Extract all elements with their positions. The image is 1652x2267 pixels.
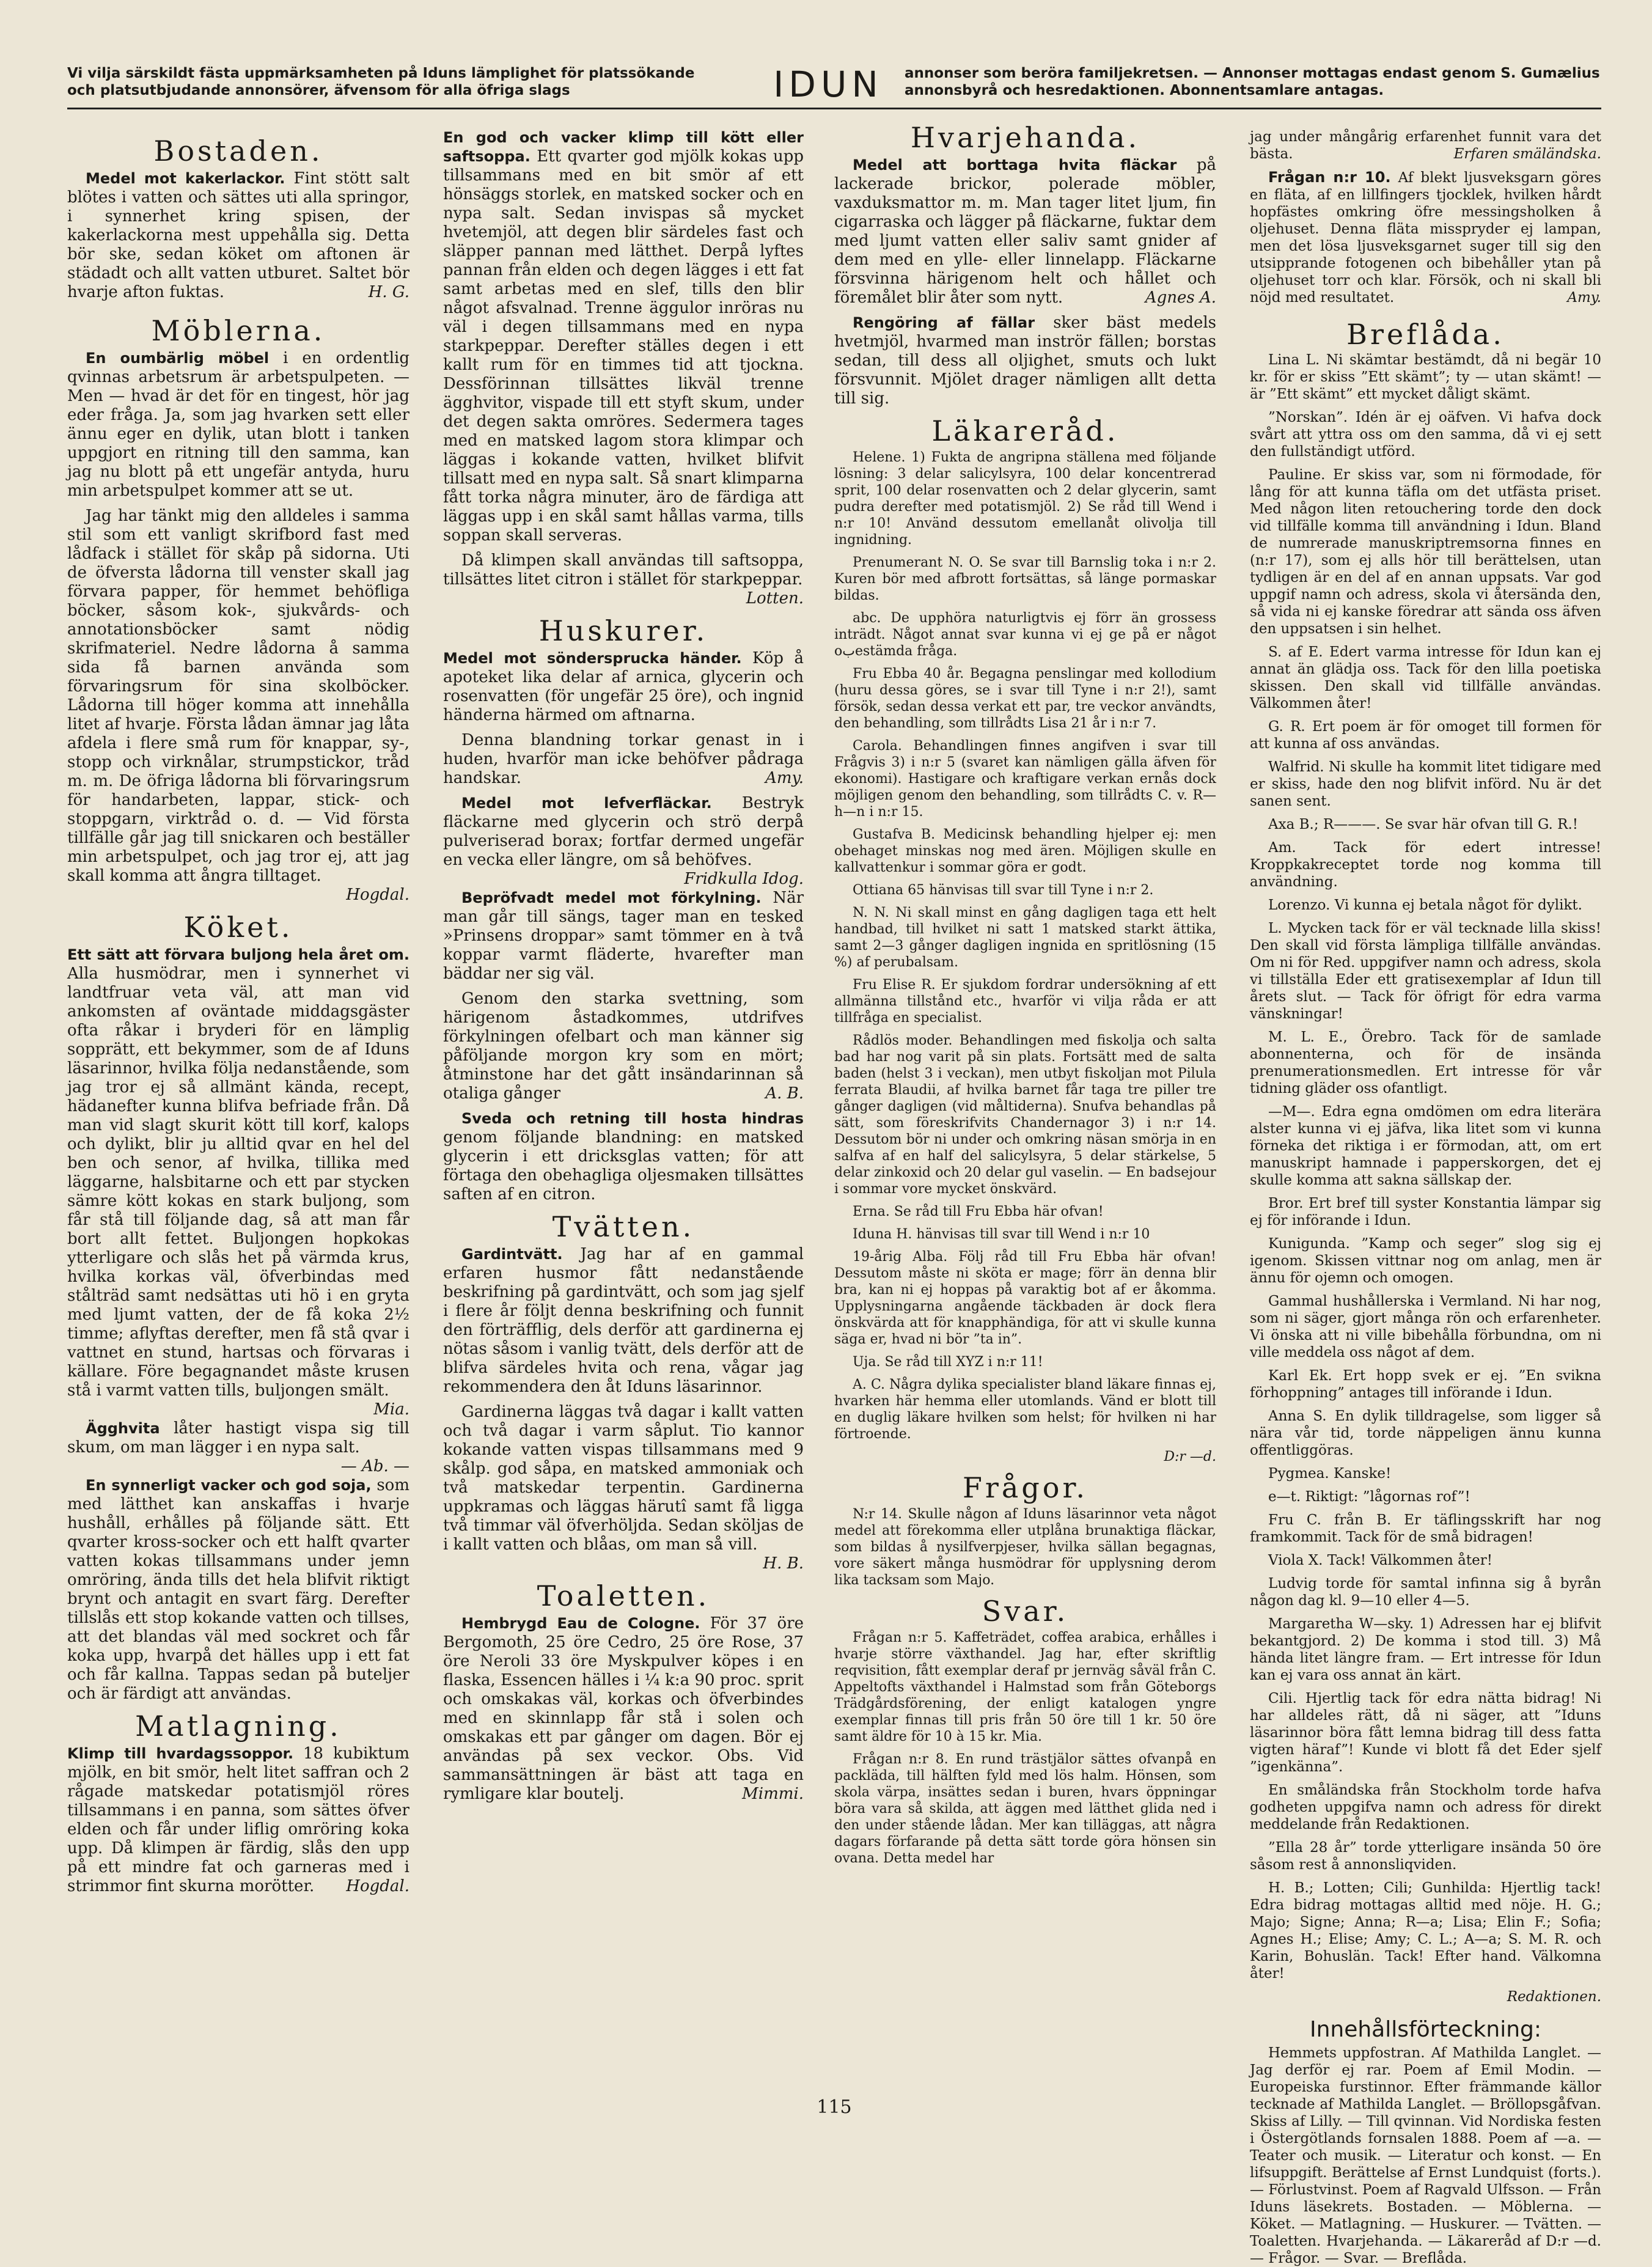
article-lead: Klimp till hvardagssoppor.: [67, 1745, 294, 1762]
article-text: jag under mångårig erfarenhet funnit vara det bästa.: [1250, 129, 1601, 162]
article-signature: A. B.: [765, 1084, 804, 1103]
masthead-left-notice: Vi vilja särskildt fästa uppmärksamheten på Iduns lämplighet för platssökande och platsutbjudande annonsörer, äfvensom för alla öfriga slags: [67, 65, 695, 98]
article-signature: Redaktionen.: [1507, 1989, 1601, 2005]
list-item: Ottiana 65 hänvisas till svar till Tyne i n:r 2.: [853, 883, 1154, 898]
article-signature: D:r —d.: [1164, 1449, 1216, 1464]
list-item: En småländska från Stockholm torde hafva godheten uppgifva namn och adress för direkt meddelande från Redaktionen.: [1250, 1782, 1601, 1832]
article-lead: En oumbärlig möbel: [86, 350, 270, 367]
list-item: Frågan n:r 5. Kaffeträdet, coffea arabica, erhålles i hvarje större växthandel. Jag har, efter skriftlig reqvisition, fått exemplar deraf pr jernväg såväl från C. Appeltofts växthandel i Halmstad som från Göteborgs Trädgårdsförening, der enligt katalogen yngre exemplar finnas till pris från 50 öre till 1 kr. 50 öre samt äldre för 10 à 15 kr. Mia.: [834, 1630, 1216, 1744]
svar-list: [834, 1630, 1216, 1867]
list-item: Fru Ebba 40 år. Begagna penslingar med kollodium (huru dessa göres, se i svar till Tyne i n:r 2!), samt försök, sedan dessa verkat ett par, tre veckor användts, den behandling, som tillrådts Lisa 21 år i n:r 7.: [834, 666, 1216, 731]
article-lead: Bepröfvadt medel mot förkylning.: [461, 889, 762, 906]
list-item: L. Mycken tack för er väl tecknade lilla skiss! Den skall vid första lämpliga tillfälle användas. Om ni för Red. uppgifver namn och adress, skola vi tillställa Eder ett gratisexemplar af Idun till årets slut. — Tack för öfrigt för edra varma vänskningar!: [1250, 920, 1601, 1022]
list-item: Ludvig torde för samtal infinna sig å byrån någon dag kl. 9—10 eller 4—5.: [1250, 1576, 1601, 1609]
list-item: Kunigunda. ”Kamp och seger” slog sig ej igenom. Skissen vittnar nog om anlag, men är ännu för ojemn och omogen.: [1250, 1236, 1601, 1286]
article-signature: H. B.: [763, 1554, 804, 1573]
article-text: Gardinerna läggas två dagar i kallt vatten och två dagar i varm såplut. Tio kannor kokande vatten vispas tillsammans med 9 skålp. god såpa, en matsked ammoniak och två matskedar terpentin. Gardinerna uppkramas och läggas härutî samt få ligga två timmar väl öfverhöljda. Sedan sköljas de i kallt vatten och blåas, om man så vill.: [443, 1403, 804, 1554]
page-number: 115: [817, 2096, 852, 2118]
article-signature: Hogdal.: [346, 886, 409, 904]
page-body: [67, 61, 1601, 2266]
article-text: i en ordentlig qvinnas arbetsrum är arbetspulpeten. — Men — hvad är det för en tingest, hör jag eder fråga. Ja, som jag hvarken sett eller ännu eger en dylik, utan blott i tanken uppgjort en ritning till den samma, kan jag nu blott på ett ungefär antyda, huru min arbetspulpet kommer att se ut.: [67, 349, 410, 500]
article-lead: Medel mot lefverfläckar.: [461, 795, 712, 812]
article-text: sker bäst medels hvetmjöl, hvarmed man inströr fällen; borstas sedan, till dess all oljighet, smuts och lukt försvunnit. Mjölet drager nämligen allt detta till sig.: [834, 314, 1217, 408]
article-text: genom följande blandning: en matsked glycerin i ett dricksglas vatten; för att förtaga den obehagliga oljesmaken tillsättes saften af en citron.: [443, 1128, 804, 1203]
section-title-lakarerad: Läkareråd.: [931, 414, 1119, 447]
list-item: Carola. Behandlingen finnes angifven i svar till Frågvis 3) i n:r 5 (svaret kan nämligen gälla äfven för ekonomi). Hastigare och kraftigare verkan ernås dock möjligen genom den behandling, som tillrådts C. v. R—h—n i n:r 15.: [834, 738, 1216, 820]
list-item: G. R. Ert poem är för omoget till formen för att kunna af oss användas.: [1250, 719, 1601, 752]
section-title-breflada: Breflåda.: [1346, 318, 1505, 351]
list-item: Uja. Se råd till XYZ i n:r 11!: [853, 1354, 1043, 1370]
article-lead: Sveda och retning till hosta hindras: [461, 1110, 804, 1127]
section-title-huskurer: Huskurer.: [538, 614, 708, 647]
list-item: Anna S. En dylik tilldragelse, som ligger så nära vår tid, torde näppeligen ännu kunna offentliggöras.: [1250, 1408, 1601, 1458]
article-signature: Amy.: [1567, 290, 1601, 306]
article-signature: Mimmi.: [742, 1785, 804, 1803]
section-title-tvatten: Tvätten.: [552, 1210, 695, 1243]
column-2: [443, 128, 804, 2060]
article-signature: Erfaren smäländska.: [1453, 146, 1601, 162]
fragor-list: [834, 1506, 1216, 1589]
column-1: [67, 128, 409, 2060]
list-item: Karl Ek. Ert hopp svek er ej. ”En svikna förhoppning” antages till införande i Idun.: [1250, 1368, 1601, 1401]
article-lead: Hembrygd Eau de Cologne.: [461, 1615, 700, 1632]
list-item: Cili. Hjertlig tack för edra nätta bidrag! Ni har alldeles rätt, då ni säger, att ”Iduns läsarinnor böra fått lemna bidrag till dess fatta vigten häraf”! Kunde vi blott få det Eder sjelf ”igenkänna”.: [1250, 1691, 1601, 1775]
list-item: S. af E. Edert varma intresse för Idun kan ej annat än glädja oss. Tack för den lilla poetiska skissen. Den skall vid tillfälle användas. Välkommen åter!: [1250, 644, 1601, 711]
article-text: För 37 öre Bergomoth, 25 öre Cedro, 25 öre Rose, 37 öre Neroli 33 öre Myskpulver köpes i en flaska, Essencen hälles i ¼ k:a 90 proc. sprit och omskakas väl, korkas och öfverbindes med en skinnlapp får stå i solen och omskakas ett par gånger om dagen. Bör ej användas på sex veckor. Obs. Vid sammansättningen är bäst att taga en rymligare klar boutelj.: [443, 1614, 804, 1803]
article-text: Bestryk fläckarne med glycerin och strö derpå pulveriserad borax; fortfar dermed ungefär en vecka eller längre, om så behöfves.: [443, 794, 804, 869]
list-item: Lina L. Ni skämtar bestämdt, då ni begär 10 kr. för er skiss ”Ett skämt”; ty — utan skämt! — är ”Ett skämt” ett mycket dåligt skämt.: [1250, 352, 1601, 402]
article-signature: Fridkulla Idog.: [684, 870, 804, 888]
article-text: Jag har af en gammal erfaren husmor fått nedanstående beskrifning på gardintvätt, och som jag sjelf i flere år följt denna beskrifning och funnit den förträfflig, dels derför att gardinerna ej nötas såsom i vanlig tvätt, dels derför att de blifva särdeles hvita och rena, vågar jag rekommendera den åt Iduns läsarinnor.: [443, 1245, 804, 1396]
masthead: [67, 61, 1601, 110]
list-item: Gammal hushållerska i Vermland. Ni har nog, som ni säger, gjort många rön och erfarenheter. Vi önska att ni ville bibehålla förbundna, om ni ville meddela oss något af dem.: [1250, 1293, 1601, 1361]
list-item: Frågan n:r 8. En rund trästjälor sättes ofvanpå en packläda, till hälften fyld med lös halm. Hönsen, som skola värpa, insättes sedan i buren, hvars öppningar böra vara så skilda, att äggen med lätthet glida ned i den under stående lådan. Mer kan tilläggas, att några dagars förfarande på detta sätt torde göra hönsen sin ovana. Detta medel har: [834, 1752, 1216, 1866]
article-signature: Agnes A.: [1145, 288, 1216, 307]
column-4: [1250, 128, 1601, 2266]
list-item: Iduna H. hänvisas till svar till Wend i n:r 10: [853, 1227, 1150, 1242]
article-lead: En god och vacker klimp till kött eller saftsoppa.: [443, 129, 804, 165]
article-text: Af blekt ljusveksgarn göres en fläta, af en lillfingers tjocklek, hvilken hårdt hopfästes omkring öfre messingsholken å oljehuset. Denna fläta misspryder ej lampan, men det lösa ljusveksgarnet suger till sig den utsipprande fotogenen och bibehåller ytan på oljehuset torr och klar. Försök, och ni skall bli nöjd med resultatet.: [1250, 170, 1601, 306]
toc-text: Hemmets uppfostran. Af Mathilda Langlet. — Jag derför ej rar. Poem af Emil Modin. — Europeiska furstinnor. Efter främmande källor tecknade af Mathilda Langlet. — Bröllopsgåfvan. Skiss af Lilly. — Till qvinnan. Vid Nordiska festen i Östergötlands fornsalen 1888. Poem af —a. — Teater och musik. — Literatur och konst. — En lifsuppgift. Berättelse af Ernst Lundquist (forts.). — Förlustvinst. Poem af Ragvald Ulfsson. — Från Iduns läsekrets. Bostaden. — Möblerna. — Köket. — Matlagning. — Huskurer. — Tvätten. — Toaletten. Hvarjehanda. — Läkareråd af D:r —d. — Frågor. — Svar. — Breflåda.: [1250, 2045, 1601, 2266]
article-text: låter hastigt vispa sig till skum, om man lägger i en nypa salt.: [67, 1419, 409, 1457]
list-item: Bror. Ert bref till syster Konstantia lämpar sig ej för införande i Idun.: [1250, 1196, 1601, 1229]
article-text: Genom den starka svettning, som härigenom åstadkommes, utdrifves förkylningen ofelbart och man känner sig påföljande morgon kry som en mört; åtminstone har det gått insändarinnan så otaliga gånger: [443, 990, 804, 1103]
article-signature: Mia.: [373, 1400, 409, 1419]
list-item: M. L. E., Örebro. Tack för de samlade abonnenterna, och för de insända prenumerationsmedlen. Ert intresse för vår tidning gläder oss ofantligt.: [1250, 1029, 1601, 1097]
list-item: Fru C. från B. Er täflingsskrift har nog framkommit. Tack för de små bidragen!: [1250, 1512, 1601, 1545]
article-lead: Gardintvätt.: [461, 1246, 563, 1263]
masthead-rule: [67, 108, 1601, 109]
article-text: Alla husmödrar, men i synnerhet vi landtfruar veta väl, att man vid ankomsten af oväntade middagsgäster ofta råkar i bryderi för en lämplig sopprätt, ett bekymmer, som de af Iduns läsarinnor, hvilka följa nedanstående, som jag tror ej så allmänt kända, recept, hädanefter kunna blifva befriade från. Då man vid slagt skurit kött till korf, kalops och dylikt, blir ju alltid qvar en hel del ben och senor, af hvilka, tillika med läggarne, halsbitarne och ett par stycken sämre kött kokas en stark buljong, som får stå till följande dag, så att man får bort allt fettet. Buljongen hopkokas ytterligare och slås het på värmda krus, hvilka korkas väl, öfverbindas med stålträd samt nedsättas uti hö i en gryta med ljumt vatten, der de få koka 2½ timme; aflyftas derefter, men få stå qvar i vattnet en stund, hartsas och förvaras i källare. Före begagnandet måste krusen stå i varmt vatten tills, buljongen smält.: [67, 964, 409, 1400]
article-text: När man går till sängs, tager man en tesked »Prinsens droppar» samt tömmer en à två koppar varmt fläderte, hvarefter man bäddar ner sig väl.: [443, 889, 804, 983]
list-item: Margaretha W—sky. 1) Adressen har ej blifvit bekantgjord. 2) De komma i stod till. 3) Må hända litet längre fram. — Ert intresse för Idun kan ej vara oss annat än kärt.: [1250, 1616, 1601, 1683]
article-lead: Ett sätt att förvara buljong hela året om.: [67, 946, 409, 963]
section-title-koket: Köket.: [183, 911, 293, 944]
article-text: Ett qvarter god mjölk kokas upp tillsammans med en bit smör af ett hönsäggs storlek, en matsked socker och en nypa salt. Sedan invispas så mycket hvetemjöl, att degen blir särdeles fast och släpper pannan med lätthet. Derpå lyftes pannan från elden och degen lägges i ett fat samt arbetas med en slef, tills den blir något afsvalnad. Trenne äggulor inröras nu väl i degen tillsammans med en nypa starkpeppar. Derefter ställes degen i ett kallt rum för en timmes tid att tjockna. Dessförinnan tillsättes likväl trenne ägghvitor, vispade till ett styft skum, under det degen sakta omröres. Sedermera tages med en matsked lagom stora klimpar och läggas i kokande vatten, hvilket blifvit tillsatt med en nypa salt. Så snart klimparna fått torka några minuter, äro de färdiga att läggas upp i en skål samt hållas varma, tills soppan skall serveras.: [443, 147, 804, 545]
list-item: Helene. 1) Fukta de angripna ställena med följande lösning: 3 delar salicylsyra, 100 delar koncentrerad sprit, 100 delar rosenvatten och 2 delar glycerin, samt pudra derefter med potatismjöl. 2) Se råd till Wend i n:r 10! Använd dessutom emellanåt olivolja till ingnidning.: [834, 450, 1216, 548]
list-item: Pygmea. Kanske!: [1268, 1466, 1392, 1482]
article-lead: Rengöring af fällar: [853, 314, 1035, 331]
list-item: A. C. Några dylika specialister bland läkare finnas ej, hvarken här hemma eller utomlands. Vänd er blott till en duglig läkare hvilken som helst; för hvilken ni har förtroende.: [834, 1377, 1216, 1442]
article-lead: Medel att borttaga hvita fläckar: [853, 156, 1177, 174]
article-text: Denna blandning torkar genast in i huden, hvarför man icke behöfver pådraga handskar.: [443, 731, 804, 787]
list-item: ”Ella 28 år” torde ytterligare insända 50 öre såsom rest å annonsliqviden.: [1250, 1840, 1601, 1873]
list-item: ”Norskan”. Idén är ej oäfven. Vi hafva dock svårt att yttra oss om den samma, då vi ej sett den fullständigt utförd.: [1250, 410, 1601, 460]
section-title-bostaden: Bostaden.: [153, 134, 323, 167]
list-item: Rådlös moder. Behandlingen med fiskolja och salta bad har nog varit på sin plats. Fortsätt med de salta baden (helst 3 i veckan), men utbyt fiskoljan mot Pilula ferrata Blaudii, af hvilka barnet får taga tre piller tre gånger dagligen (vid måltiderna). Snufva behandlas på sätt, som föreskrifvits Chandernagor 3) i n:r 14. Dessutom bör ni under och omkring näsan smörja in en salfva af en half del salicylsyra, 5 delar stärkelse, 5 delar zinkoxid och 20 delar gul vaselin. — En badsejour i sommar vore mycket önskvärd.: [834, 1033, 1216, 1197]
section-title-matlagning: Matlagning.: [135, 1710, 342, 1743]
section-title-hvarjehanda: Hvarjehanda.: [910, 121, 1140, 154]
list-item: Walfrid. Ni skulle ha kommit litet tidigare med er skiss, hade den nog blifvit införd. Nu är det sanen sent.: [1250, 759, 1601, 809]
column-3: [834, 121, 1217, 2060]
list-item: Prenumerant N. O. Se svar till Barnslig toka i n:r 2. Kuren bör med afbrott fortsättas, så länge pormaskar bildas.: [834, 555, 1216, 603]
article-text: Jag har tänkt mig den alldeles i samma stil som ett vanligt skrifbord fast med lådfack i stället för skåp på sidorna. Uti de öfversta lådorna till venster skall jag förvara papper, för hemmet behöfliga böcker, såsom kok-, sjukvårds- och annotationsböcker samt nödig skrifmateriel. Nedre lådorna å samma sida få barnen använda som förvaringsrum för sina skolböcker. Lådorna till höger komma att innehålla litet af hvarje. Första lådan ämnar jag låta afdela i flere små rum för knappar, sy-, stopp och virknålar, strumpstickor, tråd m. m. De öfriga lådorna bli förvaringsrum för handarbeten, lappar, stick- och stoppgarn, virktråd o. d. — Vid första tillfälle går jag till snickaren och beställer min arbetspulpet, och jag tror ej, att jag skall komma att ångra tilltaget.: [67, 507, 409, 885]
breflada-list: [1250, 351, 1601, 2005]
list-item: Fru Elise R. Er sjukdom fordrar undersökning af ett allmänna tillstånd etc., hvarför vi vilja råda er att tillfråga en specialist.: [834, 977, 1216, 1026]
list-item: Axa B.; R———. Se svar här ofvan till G. R.!: [1268, 817, 1578, 832]
list-item: Lorenzo. Vi kunna ej betala något för dylikt.: [1268, 897, 1582, 913]
section-title-svar: Svar.: [982, 1595, 1069, 1628]
list-item: —M—. Edra egna omdömen om edra literära alster kunna vi ej jäfva, lika litet som vi kunna förneka det riktiga i er förmodan, att, om ert manuskript hamnade i papperskorgen, det ej skulle komma att sakna sällskap der.: [1250, 1104, 1601, 1188]
list-item: Viola X. Tack! Välkommen åter!: [1268, 1552, 1492, 1568]
article-signature: Amy.: [765, 769, 804, 787]
article-text: Då klimpen skall användas till saftsoppa, tillsättes litet citron i stället för starkpeppar.: [443, 551, 804, 589]
article-signature: — Ab. —: [340, 1457, 409, 1475]
list-item: e—t. Riktigt: ”lågornas rof”!: [1268, 1489, 1470, 1505]
lakarerad-list: [834, 449, 1216, 1465]
article-lead: Medel mot kakerlackor.: [86, 170, 285, 187]
article-lead: En synnerligt vacker och god soja,: [86, 1477, 372, 1494]
list-item: Erna. Se råd till Fru Ebba här ofvan!: [853, 1204, 1104, 1219]
article-signature: Lotten.: [746, 589, 804, 608]
article-signature: Hogdal.: [346, 1877, 409, 1895]
article-signature: H. G.: [368, 283, 409, 301]
list-item: N. N. Ni skall minst en gång dagligen taga ett helt handbad, till hvilket ni satt 1 matsked starkt ättika, samt 2—3 gånger dagligen ingnida en spritlösning (15 %) af perubalsam.: [834, 905, 1216, 970]
article-text: som med lätthet kan anskaffas i hvarje hushåll, erhålles på följande sätt. Ett qvarter kross-socker och ett halft qvarter vatten kokas tillsammans under jemn omröring, ända tills det hela blifvit riktigt brynt och antagit en svart färg. Derefter tillslås ett stop kokande vatten och tillses, att det blandas väl med sockret och får koka upp, hvarpå det hälles upp i ett fat och får kallna. Tappas sedan på buteljer och är färdigt att användas.: [67, 1476, 409, 1703]
article-text: Köp å apoteket lika delar af arnica, glycerin och rosenvatten (för ungefär 25 öre), och ingnid händerna härmed om aftnarna.: [443, 649, 804, 724]
article-text: Fint stött salt blötes i vatten och sättes uti alla springor, i synnerhet kring spisen, der kakerlackorna mest uppehålla sig. Detta bör ske, sedan köket om aftonen är städadt och allt vatten utburet. Saltet bör hvarje afton fuktas.: [67, 169, 410, 301]
article-lead: Medel mot söndersprucka händer.: [443, 650, 742, 667]
article-text: på lackerade brickor, polerade möbler, vaxduksmattor m. m. Man tager litet ljum, fin cigarraska och lägger på fläckarne, fuktar dem med ljumt vatten eller saliv samt gnider af dem med en ylle- eller linnelapp. Fläckarne försvinna härigenom helt och hållet och föremålet blir åter som nytt.: [834, 156, 1216, 307]
masthead-right-notice: annonser som beröra familjekretsen. — Annonser mottagas endast genom S. Gumælius annonsbyrå och hesredaktionen. Abonnentsamlare antagas.: [905, 65, 1600, 98]
section-title-moblerna: Möblerna.: [151, 314, 326, 347]
toc-title: Innehållsförteckning:: [1309, 2017, 1542, 2042]
list-item: abc. De upphöra naturligtvis ej förr än grossess inträdt. Något annat svar kunna vi ej ge på er något oبestämda fråga.: [834, 611, 1216, 659]
masthead-brand: IDUN: [773, 64, 883, 105]
section-title-fragor: Frågor.: [962, 1471, 1088, 1504]
article-text: 18 kubiktum mjölk, en bit smör, helt litet saffran och 2 rågade matskedar potatismjöl röres tillsammans i en panna, som sättes öfver elden och får under liflig omröring koka upp. Då klimpen är färdig, slås den upp på ett mindre fat och garneras med i strimmor fint skurna morötter.: [67, 1744, 410, 1895]
list-item: N:r 14. Skulle någon af Iduns läsarinnor veta något medel att förekomma eller utplåna brunaktiga fläckar, som bildas å nysilfverpjeser, hvilka sällan begagnas, vore säkert många husmödrar för upplysning derom lika tacksam som Majo.: [834, 1507, 1216, 1588]
list-item: 19-årig Alba. Följ råd till Fru Ebba här ofvan! Dessutom måste ni sköta er mage; förr än denna blir bra, kan ni ej hoppas på varaktig bot af er åkomma. Upplysningarna angående täckbaden är dock flera önskvärda att för knapphändiga, för att vi skulle kunna säga er, hvad ni bör ”ta in”.: [834, 1249, 1216, 1347]
list-item: Pauline. Er skiss var, som ni förmodade, för lång för att kunna täfla om det utfästa priset. Med någon liten retouchering torde den dock vid tillfälle komma till användning i Idun. Bland de numrerade manuskriptremsorna finnes en (n:r 17), som ej alls hör till berättelsen, utan tydligen är en del af en annan uppsats. Var god uppgif namn och adress, skola vi återsända den, så vida ni ej kanske föredrar att sända oss äfven den uppsatsen i sin helhet.: [1250, 467, 1601, 637]
list-item: Am. Tack för edert intresse! Kroppkakreceptet torde nog komma till användning.: [1250, 840, 1601, 890]
article-lead: Frågan n:r 10.: [1268, 169, 1391, 186]
list-item: Gustafva B. Medicinsk behandling hjelper ej: men obehaget minskas nog med ären. Möjligen skulle en kallvattenkur i sommar göra er godt.: [834, 827, 1216, 875]
section-title-toaletten: Toaletten.: [537, 1579, 710, 1612]
list-item: H. B.; Lotten; Cili; Gunhilda: Hjertlig tack! Edra bidrag mottagas alltid med nöje. H. G.; Majo; Signe; Anna; R—a; Lisa; Elin F.; Sofia; Agnes H.; Elise; Amy; C. L.; A—a; S. M. R. och Karin, Bohuslän. Tack! Efter hand. Välkomna åter!: [1250, 1880, 1601, 1982]
article-lead: Ägghvita: [86, 1420, 160, 1437]
